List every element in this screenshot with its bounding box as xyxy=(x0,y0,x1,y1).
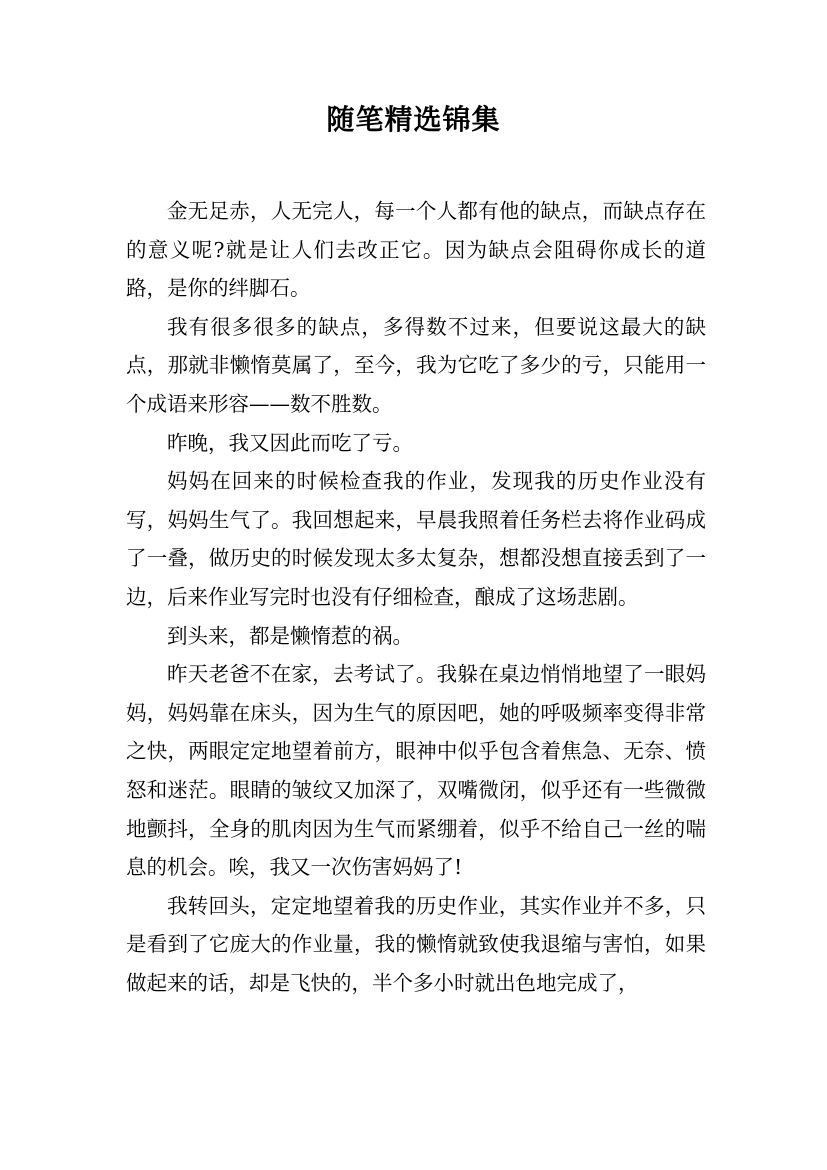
paragraph: 昨天老爸不在家，去考试了。我躲在桌边悄悄地望了一眼妈妈，妈妈靠在床头，因为生气的原因吧，她的呼吸频率变得非常之快，两眼定定地望着前方，眼神中似乎包含着焦急、无奈、愤怒和迷茫。眼睛的皱纹又加深了，双嘴微闭，似乎还有一些微微地颤抖，全身的肌肉因为生气而紧绷着，似乎不给自己一丝的喘息的机会。唉，我又一次伤害妈妈了! xyxy=(126,662,706,880)
paragraph: 我转回头，定定地望着我的历史作业，其实作业并不多，只是看到了它庞大的作业量，我的懒惰就致使我退缩与害怕，如果做起来的话，却是飞快的，半个多小时就出色地完成了， xyxy=(126,893,706,995)
paragraph: 妈妈在回来的时候检查我的作业，发现我的历史作业没有写，妈妈生气了。我回想起来，早晨我照着任务栏去将作业码成了一叠，做历史的时候发现太多太复杂，想都没想直接丢到了一边，后来作业写完时也没有仔细检查，酿成了这场悲剧。 xyxy=(126,469,706,609)
paragraph: 到头来，都是懒惰惹的祸。 xyxy=(167,623,413,648)
paragraph: 金无足赤，人无完人，每一个人都有他的缺点，而缺点存在的意义呢?就是让人们去改正它。因为缺点会阻碍你成长的道路，是你的绊脚石。 xyxy=(126,199,706,301)
paragraph: 昨晚，我又因此而吃了亏。 xyxy=(167,430,413,455)
document-body xyxy=(126,192,706,1002)
document-title: 随笔精选锦集 xyxy=(326,103,501,136)
paragraph: 我有很多很多的缺点，多得数不过来，但要说这最大的缺点，那就非懒惰莫属了，至今，我为它吃了多少的亏，只能用一个成语来形容——数不胜数。 xyxy=(126,314,706,416)
